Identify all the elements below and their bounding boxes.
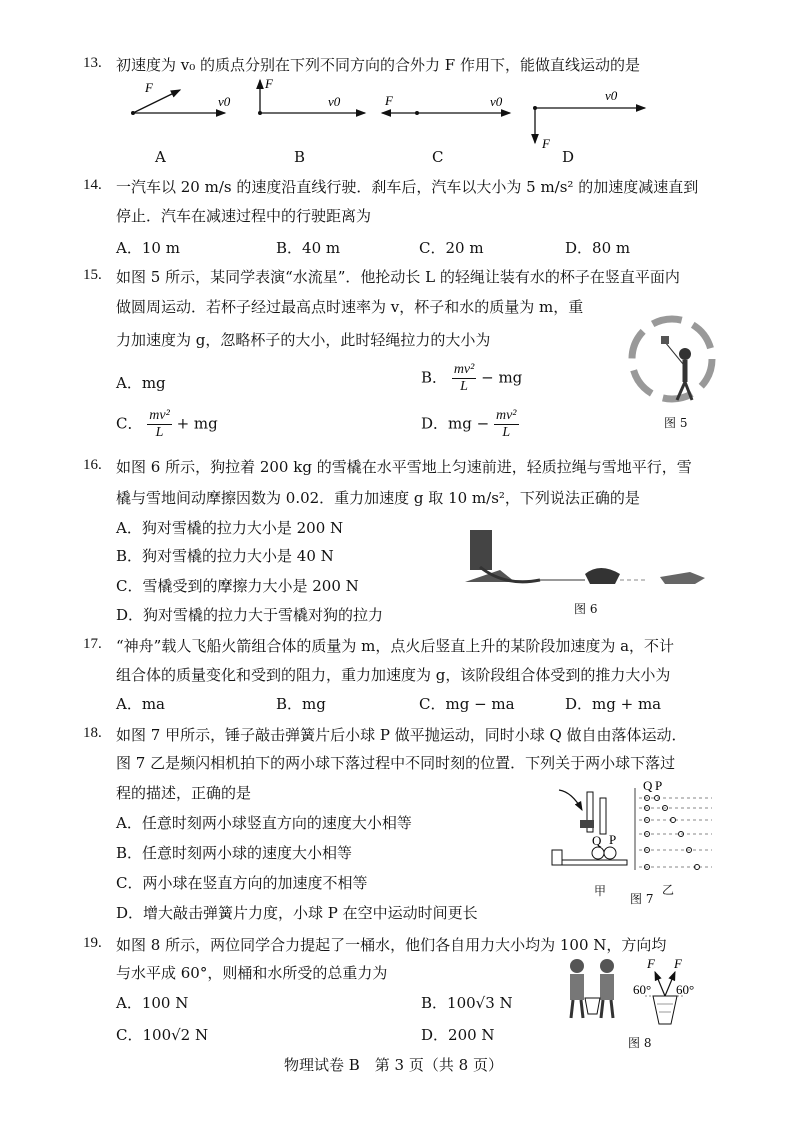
q16-option-d: D．狗对雪橇的拉力大于雪橇对狗的拉力 <box>116 606 384 624</box>
q17-line2: 组合体的质量变化和受到的阻力，重力加速度为 g，该阶段组合体受到的推力大小为 <box>116 666 671 684</box>
figure-8-caption: 图 8 <box>628 1036 652 1050</box>
q13-label-b: B <box>294 148 306 166</box>
q15-option-c-fraction <box>147 408 172 441</box>
figure-7-caption: 图 7 <box>630 892 654 906</box>
q18-line2: 图 7 乙是频闪相机拍下的两小球下落过程中不同时刻的位置．下列关于两小球下落过 <box>116 754 676 772</box>
diagram-d <box>533 88 645 151</box>
q19-option-a: A．100 N <box>116 994 189 1012</box>
figure-8-illustration <box>555 956 725 1031</box>
q19-line2: 与水平成 60°，则桶和水所受的总重力为 <box>116 964 388 982</box>
svg-text:P: P <box>655 780 663 793</box>
water-meteor-illustration <box>625 312 720 407</box>
diagram-b <box>258 78 365 115</box>
fraction-denominator: L <box>502 425 511 440</box>
q15-number: 15. <box>83 267 102 283</box>
q16-line2: 橇与雪地间动摩擦因数为 0.02．重力加速度 g 取 10 m/s²，下列说法正确的是 <box>116 489 640 507</box>
fraction-numerator: mv² <box>453 362 475 377</box>
q13-force-diagrams <box>125 78 655 163</box>
q16-number: 16. <box>83 457 102 473</box>
diagram-a <box>131 80 231 115</box>
q13-stem: 初速度为 v₀ 的质点分别在下列不同方向的合外力 F 作用下，能做直线运动的是 <box>116 56 640 74</box>
svg-text:F: F <box>385 93 393 108</box>
figure-7-apparatus <box>547 780 717 880</box>
svg-text:v0: v0 <box>328 94 341 109</box>
q14-option-d: D．80 m <box>565 239 631 257</box>
q15-option-d-fraction <box>494 408 519 441</box>
q16-option-a: A．狗对雪橇的拉力大小是 200 N <box>116 519 344 537</box>
q14-number: 14. <box>83 177 102 193</box>
svg-text:60°: 60° <box>676 982 695 997</box>
figure-5-caption: 图 5 <box>664 416 688 430</box>
q19-option-b: B．100√3 N <box>421 994 513 1012</box>
q17-option-b: B．mg <box>276 695 326 713</box>
figure-7-label-jia: 甲 <box>594 884 607 898</box>
q17-option-d: D．mg + ma <box>565 695 662 713</box>
q15-line1: 如图 5 所示，某同学表演“水流星”．他抡动长 L 的轻绳让装有水的杯子在竖直平面内 <box>116 268 680 286</box>
q16-option-c: C．雪橇受到的摩擦力大小是 200 N <box>116 577 359 595</box>
q16-option-b: B．狗对雪橇的拉力大小是 40 N <box>116 547 334 565</box>
fraction-numerator: mv² <box>495 408 517 423</box>
svg-text:v0: v0 <box>218 94 231 109</box>
diagram-c <box>382 93 510 115</box>
q19-number: 19. <box>83 935 102 951</box>
q15-option-b <box>421 362 522 395</box>
svg-text:F: F <box>674 956 682 971</box>
q15-option-b-prefix: B． <box>421 368 448 387</box>
q15-option-c-suffix: + mg <box>176 414 218 433</box>
q17-number: 17. <box>83 636 102 652</box>
q13-number: 13. <box>83 55 102 71</box>
fraction-numerator: mv² <box>149 408 170 423</box>
figure-7-label-yi: 乙 <box>662 883 675 897</box>
q15-option-b-suffix: − mg <box>481 368 523 387</box>
q18-line3: 程的描述，正确的是 <box>116 784 252 802</box>
figure-6-caption: 图 6 <box>574 602 598 616</box>
q18-option-b: B．任意时刻两小球的速度大小相等 <box>116 844 353 862</box>
q17-line1: “神舟”载人飞船火箭组合体的质量为 m，点火后竖直上升的某阶段加速度为 a，不计 <box>116 637 675 655</box>
q19-option-c: C．100√2 N <box>116 1026 209 1044</box>
q18-number: 18. <box>83 725 102 741</box>
svg-text:P: P <box>609 832 617 847</box>
q19-line1: 如图 8 所示，两位同学合力提起了一桶水，他们各自用力大小均为 100 N，方向均 <box>116 936 667 954</box>
svg-text:F: F <box>647 956 655 971</box>
svg-text:Q: Q <box>643 780 653 793</box>
page-footer: 物理试卷 B 第 3 页（共 8 页） <box>284 1056 503 1074</box>
q14-option-c: C．20 m <box>419 239 484 257</box>
svg-text:F: F <box>265 78 273 91</box>
svg-text:60°: 60° <box>633 982 652 997</box>
q15-option-b-fraction <box>452 362 477 395</box>
dog-sled-illustration <box>460 522 715 594</box>
q15-line2: 做圆周运动．若杯子经过最高点时速率为 v，杯子和水的质量为 m，重 <box>116 298 584 316</box>
q14-option-b: B．40 m <box>276 239 341 257</box>
q13-label-a: A <box>155 148 166 166</box>
q17-option-a: A．ma <box>116 695 165 713</box>
svg-text:v0: v0 <box>605 88 618 103</box>
q15-option-d <box>421 408 519 441</box>
q14-line1: 一汽车以 20 m/s 的速度沿直线行驶．刹车后，汽车以大小为 5 m/s² 的加速度减速直到 <box>116 178 699 196</box>
q15-option-c-prefix: C． <box>116 414 143 433</box>
q16-line1: 如图 6 所示，狗拉着 200 kg 的雪橇在水平雪地上匀速前进，轻质拉绳与雪地平行，雪 <box>116 458 692 476</box>
q15-option-a: A．mg <box>116 374 166 392</box>
svg-text:v0: v0 <box>490 94 503 109</box>
q14-line2: 停止．汽车在减速过程中的行驶距离为 <box>116 207 372 225</box>
q13-label-c: C <box>432 148 444 166</box>
q17-option-c: C．mg − ma <box>419 695 515 713</box>
q18-line1: 如图 7 甲所示，锤子敲击弹簧片后小球 P 做平抛运动，同时小球 Q 做自由落体运动． <box>116 726 687 744</box>
fraction-denominator: L <box>155 425 164 440</box>
q15-option-d-prefix: D．mg − <box>421 414 490 433</box>
fraction-denominator: L <box>460 379 468 394</box>
q15-option-c <box>116 408 218 441</box>
q19-option-d: D．200 N <box>421 1026 495 1044</box>
q18-option-c: C．两小球在竖直方向的加速度不相等 <box>116 874 368 892</box>
q18-option-d: D．增大敲击弹簧片力度，小球 P 在空中运动时间更长 <box>116 904 478 922</box>
svg-text:F: F <box>145 80 153 95</box>
svg-text:Q: Q <box>592 833 602 848</box>
svg-text:F: F <box>542 136 550 151</box>
q13-label-d: D <box>562 148 575 166</box>
q14-option-a: A．10 m <box>116 239 180 257</box>
q18-option-a: A．任意时刻两小球竖直方向的速度大小相等 <box>116 814 412 832</box>
q15-line3: 力加速度为 g，忽略杯子的大小，此时轻绳拉力的大小为 <box>116 331 491 349</box>
